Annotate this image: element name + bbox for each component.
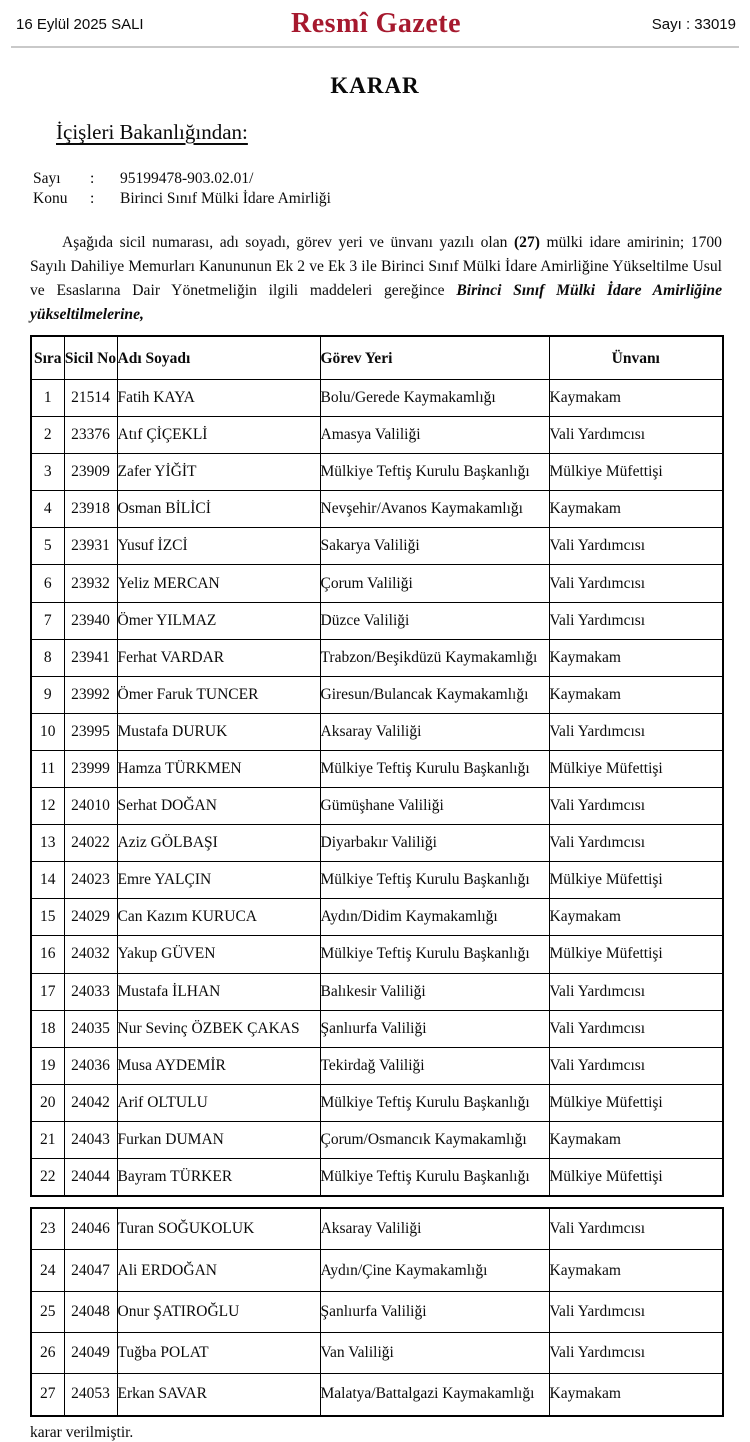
table-row	[31, 899, 723, 936]
cell-sicil: 23992	[64, 676, 117, 713]
cell-gorev: Şanlıurfa Valiliği	[320, 1291, 549, 1332]
meta-konu-value: Birinci Sınıf Mülki İdare Amirliği	[120, 190, 331, 207]
table-row	[31, 1121, 723, 1158]
cell-sira: 26	[31, 1332, 64, 1373]
cell-ad: Tuğba POLAT	[117, 1332, 320, 1373]
cell-unvan: Kaymakam	[549, 639, 723, 676]
cell-gorev: Mülkiye Teftiş Kurulu Başkanlığı	[320, 454, 549, 491]
cell-sira: 11	[31, 750, 64, 787]
cell-gorev: Bolu/Gerede Kaymakamlığı	[320, 380, 549, 417]
cell-sicil: 24032	[64, 936, 117, 973]
cell-unvan: Vali Yardımcısı	[549, 713, 723, 750]
cell-sira: 27	[31, 1374, 64, 1416]
closing-line: karar verilmiştir.	[30, 1423, 134, 1441]
cell-ad: Atıf ÇİÇEKLİ	[117, 417, 320, 454]
gazette-masthead: Resmî Gazete	[290, 8, 462, 39]
cell-unvan: Vali Yardımcısı	[549, 1208, 723, 1250]
cell-ad: Yusuf İZCİ	[117, 528, 320, 565]
cell-ad: Zafer YİĞİT	[117, 454, 320, 491]
cell-unvan: Vali Yardımcısı	[549, 973, 723, 1010]
cell-gorev: Gümüşhane Valiliği	[320, 788, 549, 825]
cell-unvan: Vali Yardımcısı	[549, 1291, 723, 1332]
cell-sira: 21	[31, 1121, 64, 1158]
cell-sira: 5	[31, 528, 64, 565]
meta-block	[33, 169, 750, 209]
table-row	[31, 750, 723, 787]
cell-gorev: Nevşehir/Avanos Kaymakamlığı	[320, 491, 549, 528]
cell-ad: Ali ERDOĞAN	[117, 1250, 320, 1291]
cell-sira: 4	[31, 491, 64, 528]
cell-gorev: Çorum Valiliği	[320, 565, 549, 602]
cell-sira: 10	[31, 713, 64, 750]
cell-sicil: 23376	[64, 417, 117, 454]
table-row	[31, 639, 723, 676]
cell-sicil: 24046	[64, 1208, 117, 1250]
cell-ad: Ömer YILMAZ	[117, 602, 320, 639]
header-divider	[11, 46, 739, 48]
roster-table-part-2	[30, 1207, 724, 1416]
cell-unvan: Mülkiye Müfettişi	[549, 1158, 723, 1196]
cell-unvan: Vali Yardımcısı	[549, 1332, 723, 1373]
col-header-unvan: Ünvanı	[549, 336, 723, 380]
cell-ad: Turan SOĞUKOLUK	[117, 1208, 320, 1250]
table-row	[31, 1374, 723, 1416]
cell-ad: Onur ŞATIROĞLU	[117, 1291, 320, 1332]
cell-ad: Can Kazım KURUCA	[117, 899, 320, 936]
cell-sira: 13	[31, 825, 64, 862]
table-row	[31, 380, 723, 417]
table-row	[31, 1208, 723, 1250]
table-row	[31, 565, 723, 602]
cell-unvan: Vali Yardımcısı	[549, 528, 723, 565]
meta-konu-label: Konu	[33, 190, 68, 207]
cell-sicil: 24036	[64, 1047, 117, 1084]
cell-sicil: 24023	[64, 862, 117, 899]
cell-sicil: 23918	[64, 491, 117, 528]
cell-ad: Bayram TÜRKER	[117, 1158, 320, 1196]
issuing-authority: İçişleri Bakanlığından:	[56, 120, 248, 144]
col-header-gorev: Görev Yeri	[320, 336, 549, 380]
cell-sira: 20	[31, 1084, 64, 1121]
cell-sira: 24	[31, 1250, 64, 1291]
table-row	[31, 862, 723, 899]
cell-ad: Musa AYDEMİR	[117, 1047, 320, 1084]
table-row	[31, 936, 723, 973]
cell-unvan: Kaymakam	[549, 1121, 723, 1158]
cell-sicil: 24029	[64, 899, 117, 936]
page-title: KARAR	[330, 73, 420, 98]
cell-ad: Hamza TÜRKMEN	[117, 750, 320, 787]
cell-gorev: Sakarya Valiliği	[320, 528, 549, 565]
cell-gorev: Aksaray Valiliği	[320, 713, 549, 750]
cell-unvan: Mülkiye Müfettişi	[549, 936, 723, 973]
cell-sicil: 23995	[64, 713, 117, 750]
table-row	[31, 676, 723, 713]
cell-unvan: Mülkiye Müfettişi	[549, 862, 723, 899]
cell-unvan: Kaymakam	[549, 1374, 723, 1416]
cell-gorev: Mülkiye Teftiş Kurulu Başkanlığı	[320, 862, 549, 899]
cell-gorev: Tekirdağ Valiliği	[320, 1047, 549, 1084]
cell-ad: Fatih KAYA	[117, 380, 320, 417]
cell-sira: 16	[31, 936, 64, 973]
cell-unvan: Vali Yardımcısı	[549, 565, 723, 602]
cell-ad: Osman BİLİCİ	[117, 491, 320, 528]
cell-sira: 8	[31, 639, 64, 676]
table-row	[31, 1250, 723, 1291]
cell-sicil: 24043	[64, 1121, 117, 1158]
paragraph-lead: Aşağıda sicil numarası, adı soyadı, görev yeri ve ünvanı yazılı olan	[62, 234, 514, 251]
table-row	[31, 788, 723, 825]
cell-gorev: Mülkiye Teftiş Kurulu Başkanlığı	[320, 936, 549, 973]
cell-gorev: Diyarbakır Valiliği	[320, 825, 549, 862]
cell-gorev: Mülkiye Teftiş Kurulu Başkanlığı	[320, 1158, 549, 1196]
cell-unvan: Vali Yardımcısı	[549, 417, 723, 454]
cell-unvan: Kaymakam	[549, 676, 723, 713]
cell-ad: Furkan DUMAN	[117, 1121, 320, 1158]
cell-gorev: Düzce Valiliği	[320, 602, 549, 639]
cell-ad: Yakup GÜVEN	[117, 936, 320, 973]
cell-sira: 22	[31, 1158, 64, 1196]
cell-gorev: Aydın/Çine Kaymakamlığı	[320, 1250, 549, 1291]
cell-unvan: Mülkiye Müfettişi	[549, 750, 723, 787]
cell-sicil: 24010	[64, 788, 117, 825]
cell-sira: 23	[31, 1208, 64, 1250]
cell-sicil: 24047	[64, 1250, 117, 1291]
cell-ad: Yeliz MERCAN	[117, 565, 320, 602]
cell-ad: Serhat DOĞAN	[117, 788, 320, 825]
cell-ad: Emre YALÇIN	[117, 862, 320, 899]
meta-sayi-label: Sayı	[33, 170, 61, 187]
cell-unvan: Kaymakam	[549, 1250, 723, 1291]
cell-ad: Ömer Faruk TUNCER	[117, 676, 320, 713]
cell-sicil: 23909	[64, 454, 117, 491]
cell-sicil: 23940	[64, 602, 117, 639]
table-2-body	[31, 1208, 723, 1415]
cell-sicil: 23932	[64, 565, 117, 602]
cell-sicil: 24044	[64, 1158, 117, 1196]
meta-sayi-value: 95199478-903.02.01/	[120, 170, 254, 187]
cell-sicil: 23931	[64, 528, 117, 565]
cell-ad: Mustafa DURUK	[117, 713, 320, 750]
cell-sira: 25	[31, 1291, 64, 1332]
col-header-ad: Adı Soyadı	[117, 336, 320, 380]
cell-gorev: Trabzon/Beşikdüzü Kaymakamlığı	[320, 639, 549, 676]
cell-sicil: 24048	[64, 1291, 117, 1332]
gazette-issue-number: Sayı : 33019	[651, 15, 736, 33]
cell-sicil: 24049	[64, 1332, 117, 1373]
table-row	[31, 1010, 723, 1047]
cell-unvan: Kaymakam	[549, 491, 723, 528]
table-row	[31, 417, 723, 454]
cell-gorev: Van Valiliği	[320, 1332, 549, 1373]
cell-gorev: Aksaray Valiliği	[320, 1208, 549, 1250]
cell-sira: 19	[31, 1047, 64, 1084]
cell-sira: 17	[31, 973, 64, 1010]
table-header-row	[31, 336, 723, 380]
table-row	[31, 1084, 723, 1121]
table-row	[31, 713, 723, 750]
meta-sayi-colon: :	[90, 170, 95, 187]
cell-gorev: Çorum/Osmancık Kaymakamlığı	[320, 1121, 549, 1158]
cell-gorev: Amasya Valiliği	[320, 417, 549, 454]
cell-ad: Nur Sevinç ÖZBEK ÇAKAS	[117, 1010, 320, 1047]
cell-unvan: Kaymakam	[549, 380, 723, 417]
decision-paragraph	[30, 231, 722, 327]
cell-sira: 2	[31, 417, 64, 454]
cell-sira: 6	[31, 565, 64, 602]
cell-sicil: 24053	[64, 1374, 117, 1416]
cell-sira: 3	[31, 454, 64, 491]
table-row	[31, 1047, 723, 1084]
table-1-body	[31, 380, 723, 1197]
table-row	[31, 1158, 723, 1196]
roster-table-part-1	[30, 335, 724, 1197]
col-header-sicil: Sicil No	[64, 336, 117, 380]
cell-sira: 7	[31, 602, 64, 639]
cell-sicil: 23941	[64, 639, 117, 676]
cell-unvan: Vali Yardımcısı	[549, 825, 723, 862]
cell-gorev: Mülkiye Teftiş Kurulu Başkanlığı	[320, 750, 549, 787]
table-row	[31, 825, 723, 862]
paragraph-middle: mülki idare amirinin; 1700 Sayılı Dahiliye Memurları Kanununun Ek 2 ve Ek 3 ile Birinci Sınıf Mülki İdare Amirliğine Yükseltilme Usul ve Esaslarına Dair Yönetmeliğin ilgili maddeleri gereğince	[30, 234, 722, 299]
table-row	[31, 1332, 723, 1373]
col-header-sira: Sıra	[31, 336, 64, 380]
cell-sicil: 24022	[64, 825, 117, 862]
cell-gorev: Şanlıurfa Valiliği	[320, 1010, 549, 1047]
cell-ad: Arif OLTULU	[117, 1084, 320, 1121]
cell-gorev: Mülkiye Teftiş Kurulu Başkanlığı	[320, 1084, 549, 1121]
meta-konu-colon: :	[90, 190, 95, 207]
cell-ad: Erkan SAVAR	[117, 1374, 320, 1416]
cell-unvan: Mülkiye Müfettişi	[549, 454, 723, 491]
cell-unvan: Vali Yardımcısı	[549, 1010, 723, 1047]
cell-unvan: Vali Yardımcısı	[549, 602, 723, 639]
cell-gorev: Malatya/Battalgazi Kaymakamlığı	[320, 1374, 549, 1416]
cell-gorev: Balıkesir Valiliği	[320, 973, 549, 1010]
cell-gorev: Aydın/Didim Kaymakamlığı	[320, 899, 549, 936]
cell-ad: Ferhat VARDAR	[117, 639, 320, 676]
cell-sicil: 24042	[64, 1084, 117, 1121]
table-row	[31, 1291, 723, 1332]
cell-unvan: Vali Yardımcısı	[549, 1047, 723, 1084]
gazette-header	[0, 0, 750, 40]
table-row	[31, 491, 723, 528]
cell-sicil: 23999	[64, 750, 117, 787]
cell-sira: 12	[31, 788, 64, 825]
cell-sira: 1	[31, 380, 64, 417]
table-row	[31, 973, 723, 1010]
cell-sira: 18	[31, 1010, 64, 1047]
cell-unvan: Vali Yardımcısı	[549, 788, 723, 825]
gazette-date: 16 Eylül 2025 SALI	[16, 15, 144, 33]
table-row	[31, 454, 723, 491]
paragraph-emphasis: Birinci Sınıf Mülki İdare Amirliğine yükseltilmelerine,	[30, 282, 723, 323]
cell-gorev: Giresun/Bulancak Kaymakamlığı	[320, 676, 549, 713]
table-row	[31, 528, 723, 565]
cell-unvan: Kaymakam	[549, 899, 723, 936]
meta-row-konu	[33, 189, 750, 209]
meta-row-sayi	[33, 169, 750, 189]
cell-sicil: 24033	[64, 973, 117, 1010]
cell-ad: Mustafa İLHAN	[117, 973, 320, 1010]
cell-sira: 14	[31, 862, 64, 899]
cell-sira: 15	[31, 899, 64, 936]
cell-sira: 9	[31, 676, 64, 713]
cell-unvan: Mülkiye Müfettişi	[549, 1084, 723, 1121]
table-row	[31, 602, 723, 639]
paragraph-count: (27)	[513, 234, 540, 251]
cell-sicil: 24035	[64, 1010, 117, 1047]
cell-sicil: 21514	[64, 380, 117, 417]
cell-ad: Aziz GÖLBAŞI	[117, 825, 320, 862]
